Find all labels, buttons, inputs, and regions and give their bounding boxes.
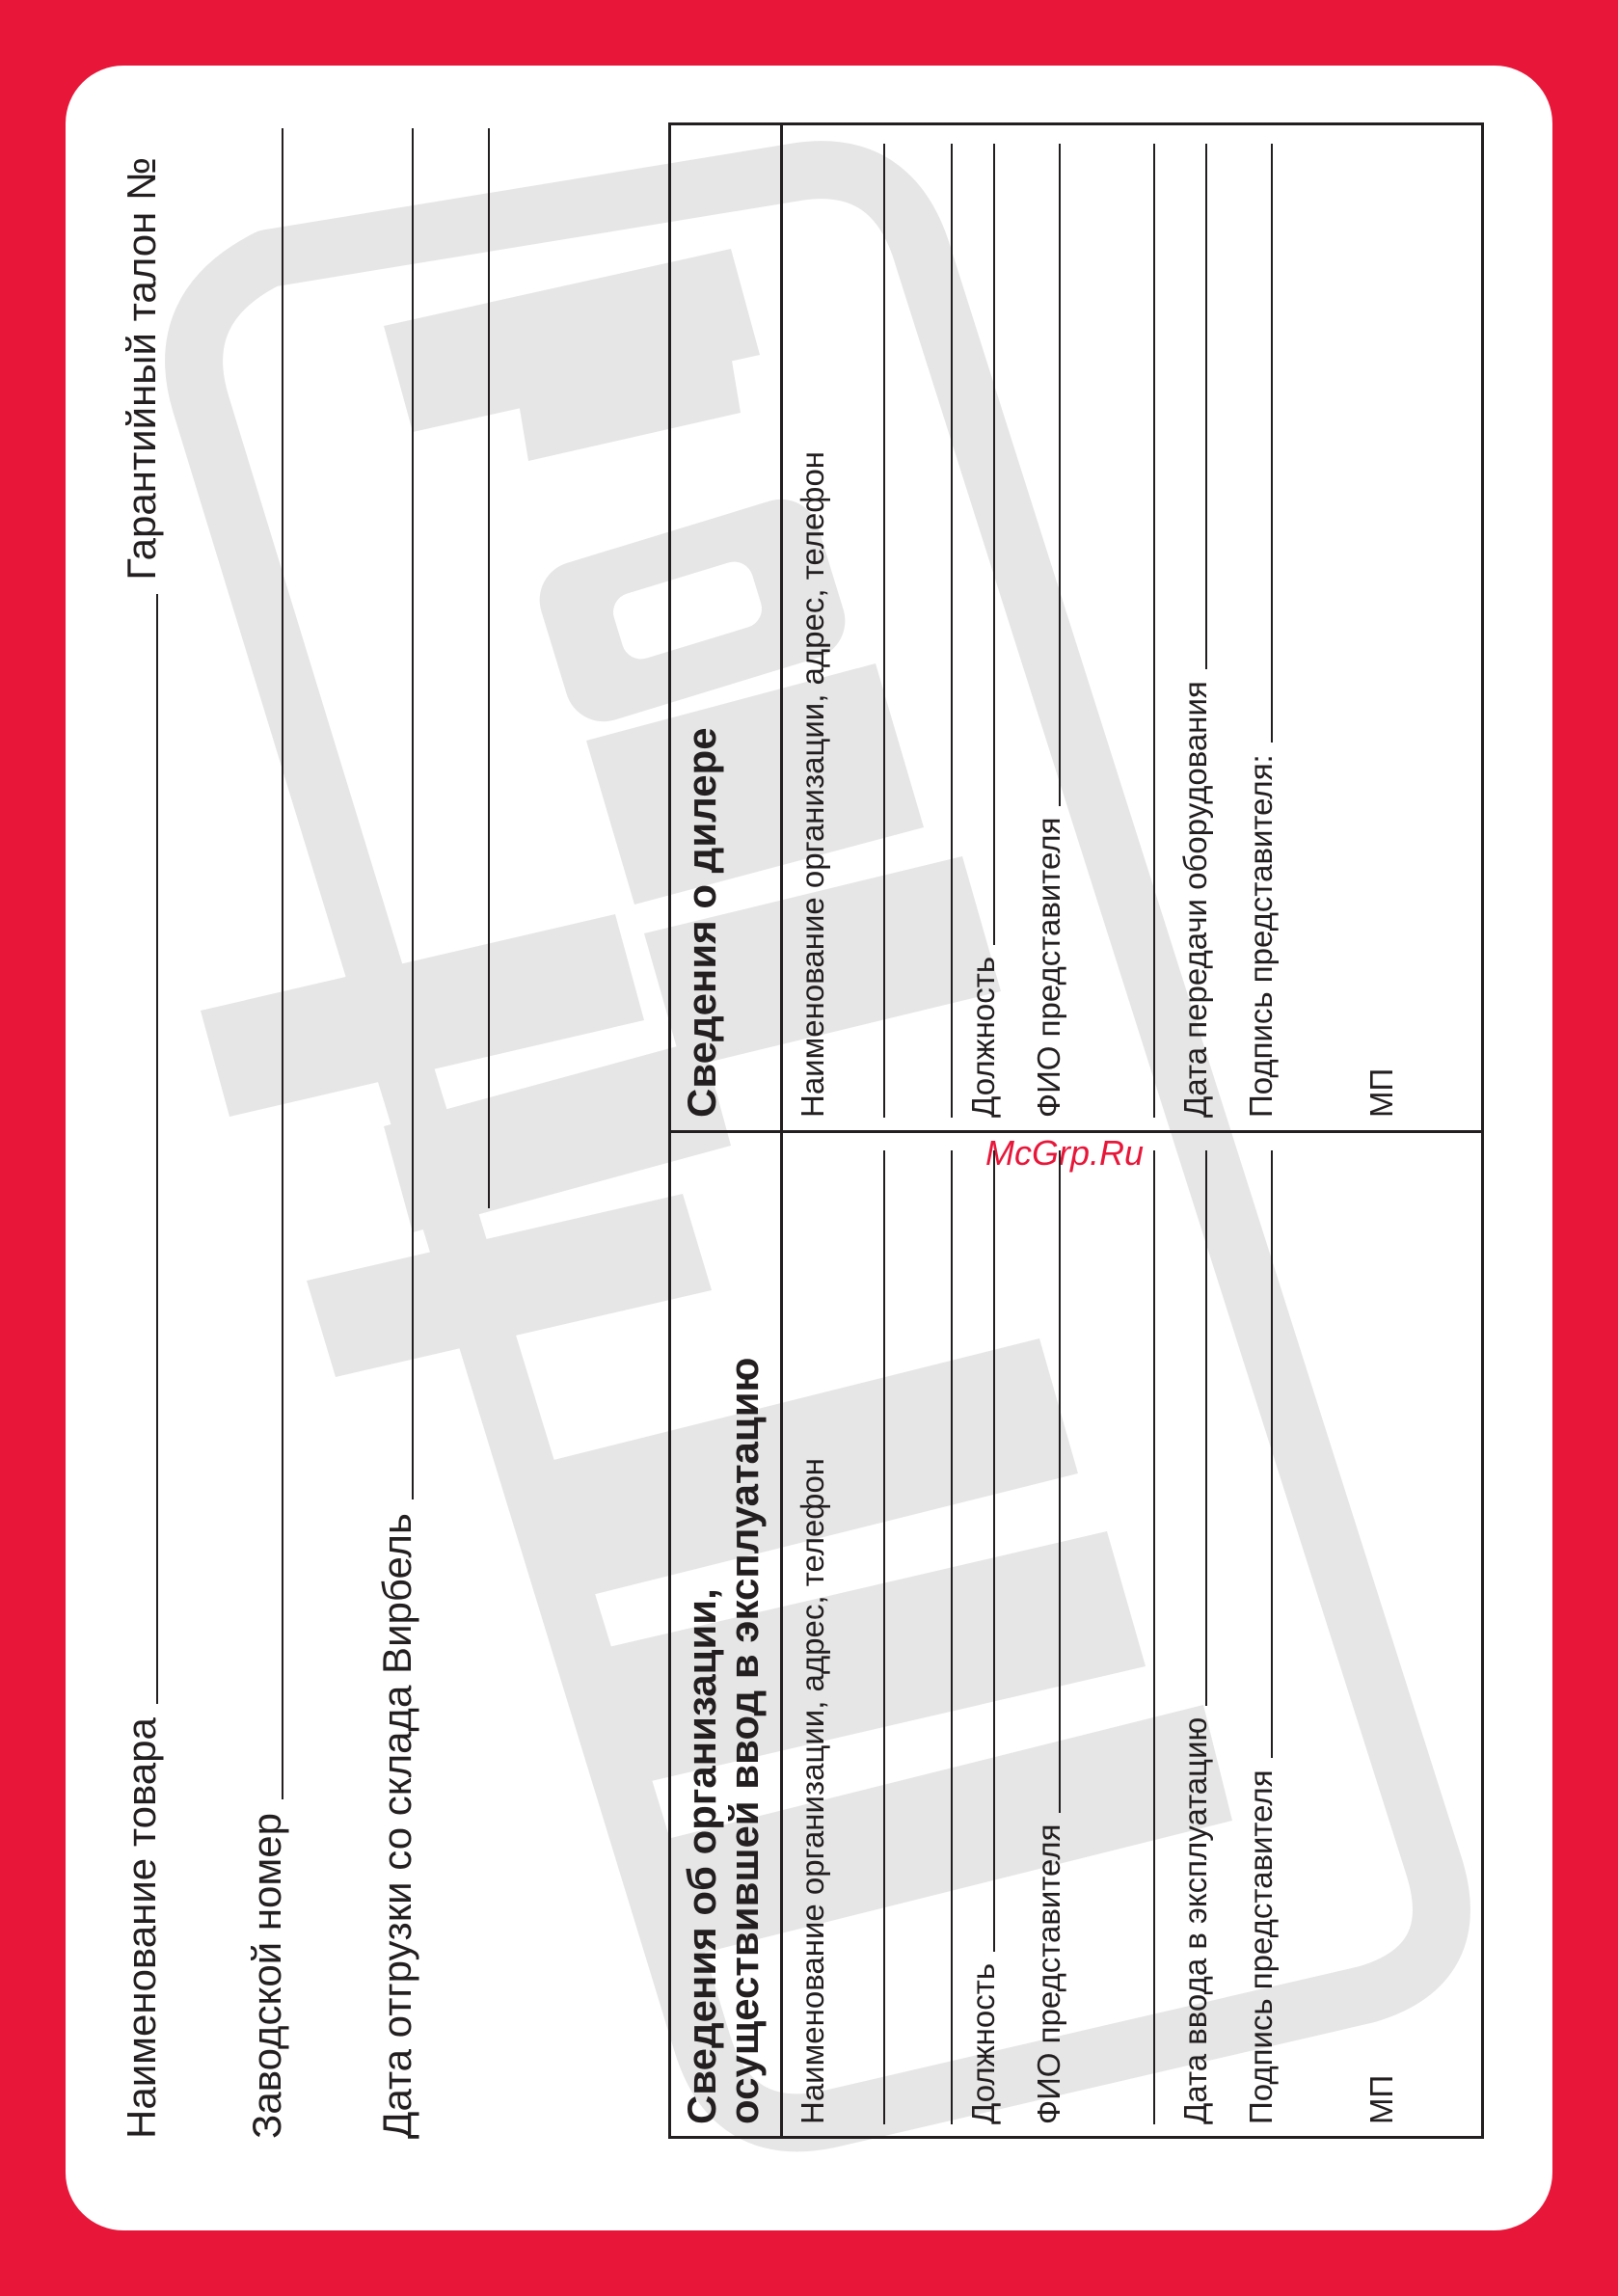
info-table: [668, 122, 1484, 2139]
dealer-position-label: Должность: [965, 956, 1001, 1118]
shipping-date-label: Дата отгрузки со склада Вирбель: [374, 1513, 419, 2139]
table-header-divider: [780, 125, 783, 2136]
table-divider: [671, 1130, 1481, 1133]
product-name-line[interactable]: [156, 1175, 158, 1704]
product-name-field: [104, 1175, 162, 2139]
org-commission-field: [1163, 1150, 1211, 2124]
dealer-transfer-field: [1163, 144, 1211, 1118]
dealer-signature-label: Подпись представителя:: [1243, 754, 1279, 1118]
dealer-rep-label: ФИО представителя: [1031, 817, 1066, 1118]
dealer-title: Сведения о дилере: [679, 727, 724, 1118]
org-position-field: [951, 1150, 999, 2124]
org-position-line[interactable]: [993, 1150, 995, 1952]
dealer-rep-line[interactable]: [1059, 144, 1061, 806]
org-info-label: Наименование организации, адрес, телефон: [795, 1457, 830, 2124]
org-info-line-1[interactable]: [883, 1150, 885, 2124]
dealer-signature-field: [1228, 144, 1277, 1118]
dealer-transfer-line[interactable]: [1205, 144, 1207, 669]
organization-title: Сведения об организации, осуществившей ввод в эксплуатацию: [679, 1357, 768, 2124]
warranty-title-field: [104, 157, 162, 1208]
dealer-info-label: Наименование организации, адрес, телефон: [795, 450, 830, 1118]
dealer-transfer-label: Дата передачи оборудования: [1177, 681, 1213, 1118]
warranty-number-line[interactable]: [156, 594, 158, 1208]
dealer-position-line[interactable]: [993, 144, 995, 945]
org-rep-line-2[interactable]: [1153, 1150, 1155, 2124]
extra-line-top[interactable]: [488, 128, 490, 1208]
serial-number-field: [229, 128, 287, 2139]
org-rep-line[interactable]: [1059, 1150, 1061, 1813]
dealer-stamp: МП: [1363, 1067, 1399, 1118]
serial-number-line[interactable]: [282, 128, 283, 1799]
warranty-card: [66, 66, 1552, 2230]
rotated-content: [66, 66, 1552, 2230]
org-commission-line[interactable]: [1205, 1150, 1207, 1706]
shipping-date-line[interactable]: [412, 128, 414, 1499]
watermark-site-text: McGrp.Ru: [984, 1133, 1145, 1173]
org-rep-label: ФИО представителя: [1031, 1823, 1066, 2124]
org-commission-label: Дата ввода в эксплуатацию: [1177, 1716, 1213, 2124]
org-signature-label: Подпись представителя: [1243, 1769, 1279, 2124]
dealer-signature-line[interactable]: [1271, 144, 1273, 743]
serial-number-label: Заводской номер: [244, 1813, 289, 2139]
org-signature-line[interactable]: [1271, 1150, 1273, 1758]
org-stamp: МП: [1363, 2074, 1399, 2124]
product-name-label: Наименование товара: [119, 1717, 164, 2139]
dealer-position-field: [951, 144, 999, 1118]
shipping-date-field: [360, 128, 418, 2139]
org-position-label: Должность: [965, 1962, 1001, 2124]
dealer-rep-line-2[interactable]: [1153, 144, 1155, 1118]
org-rep-field: [1016, 1150, 1065, 2124]
dealer-info-line-1[interactable]: [883, 144, 885, 1118]
warranty-title: Гарантийный талон №: [119, 157, 164, 581]
dealer-rep-field: [1016, 144, 1065, 1118]
org-signature-field: [1228, 1150, 1277, 2124]
